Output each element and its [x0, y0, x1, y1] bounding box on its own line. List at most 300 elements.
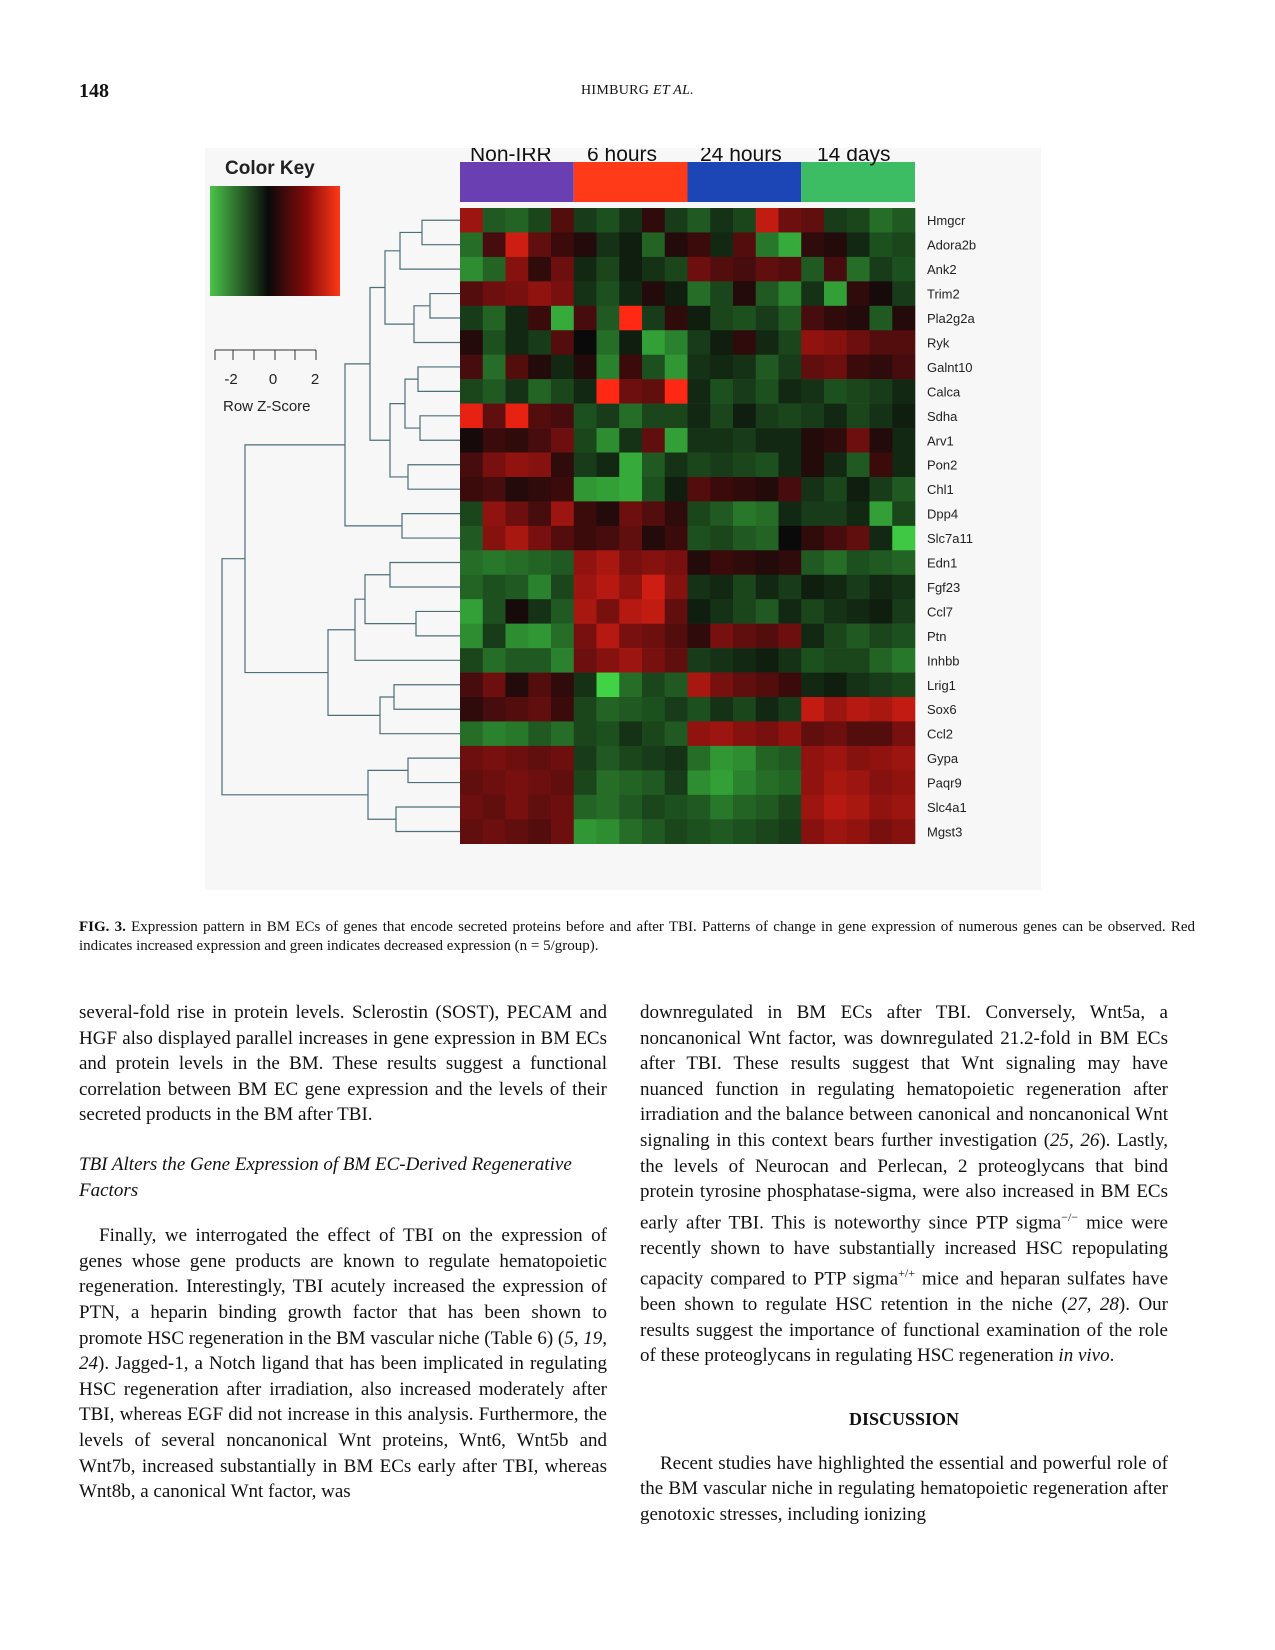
heatmap-cell [733, 355, 756, 380]
color-key-gradient [210, 186, 340, 296]
column-group-bars [460, 148, 915, 202]
heatmap-cell [483, 257, 506, 282]
heatmap-cell [870, 208, 893, 233]
heatmap-cell [801, 673, 824, 698]
heatmap-cell [619, 330, 642, 355]
heatmap-cell [483, 795, 506, 820]
heatmap-cell [870, 575, 893, 600]
heatmap-cell [710, 281, 733, 306]
heatmap-cell [801, 281, 824, 306]
heatmap-cell [688, 795, 711, 820]
heatmap-cell [506, 404, 529, 429]
heatmap-cell [597, 257, 620, 282]
heatmap-cell [892, 575, 915, 600]
heatmap-cell [642, 208, 665, 233]
heatmap-cell [619, 501, 642, 526]
heatmap-cell [870, 501, 893, 526]
heatmap-cell [551, 232, 574, 257]
heatmap-cell [824, 232, 847, 257]
heatmap-cell [756, 648, 779, 673]
heatmap-cell [460, 795, 483, 820]
heatmap-cell [801, 770, 824, 795]
row-dendrogram [222, 220, 460, 831]
heatmap-cell [597, 795, 620, 820]
heatmap-cell [665, 770, 688, 795]
reference-citation: 27, 28 [1067, 1294, 1119, 1316]
heatmap-cell [460, 697, 483, 722]
heatmap-cell [801, 819, 824, 844]
heatmap-cell [574, 624, 597, 649]
heatmap-cell [688, 306, 711, 331]
heatmap-cell [824, 550, 847, 575]
paragraph [79, 1223, 607, 1505]
heatmap-cell [870, 526, 893, 551]
heatmap-cell [528, 330, 551, 355]
heatmap-cell [779, 746, 802, 771]
heatmap-cell [824, 355, 847, 380]
heatmap-cell [574, 501, 597, 526]
heatmap-cell [528, 819, 551, 844]
heatmap-cell [733, 697, 756, 722]
dendrogram-branch [328, 630, 380, 716]
heatmap-cell [801, 599, 824, 624]
heatmap-cell [551, 330, 574, 355]
heatmap-cell [642, 575, 665, 600]
heatmap-cell [551, 281, 574, 306]
heatmap-cell [642, 648, 665, 673]
heatmap-cell [551, 624, 574, 649]
heatmap-cell [528, 501, 551, 526]
gene-label: Ryk [927, 335, 950, 351]
heatmap-cell [756, 306, 779, 331]
heatmap-cell [779, 453, 802, 478]
heatmap-cell [847, 404, 870, 429]
heatmap-cell [528, 526, 551, 551]
heatmap-cell [870, 746, 893, 771]
heatmap-cell [574, 819, 597, 844]
heatmap-cell [460, 306, 483, 331]
heatmap-cell [779, 599, 802, 624]
heatmap-cell [870, 697, 893, 722]
heatmap-cell [483, 575, 506, 600]
heatmap-cell [824, 208, 847, 233]
gene-label: Pla2g2a [927, 311, 975, 327]
heatmap-cell [710, 501, 733, 526]
gene-label: Ank2 [927, 262, 957, 278]
dendrogram-branch [370, 287, 390, 440]
heatmap-cell [779, 770, 802, 795]
heatmap-cell [779, 673, 802, 698]
superscript: −/− [1061, 1209, 1079, 1224]
heatmap-cell [801, 306, 824, 331]
heatmap-cell [892, 208, 915, 233]
color-key-tick-label: -2 [224, 371, 238, 388]
heatmap-cell [756, 355, 779, 380]
heatmap-cell [710, 404, 733, 429]
heatmap-cell [551, 550, 574, 575]
heatmap-cell [779, 281, 802, 306]
gene-label: Ccl7 [927, 604, 954, 620]
heatmap-cell [460, 428, 483, 453]
heatmap-cell [665, 477, 688, 502]
text-run: mice were recently shown to have substantially increased HSC repopulating capacity compared to PTP sigma [640, 1212, 1168, 1290]
heatmap-cell [642, 477, 665, 502]
heatmap-cell [642, 819, 665, 844]
heatmap-cell [756, 721, 779, 746]
heatmap-cell [483, 746, 506, 771]
heatmap-cell [483, 550, 506, 575]
heatmap-cell [665, 428, 688, 453]
heatmap-cell [665, 208, 688, 233]
heatmap-cell [824, 379, 847, 404]
heatmap-cell [528, 355, 551, 380]
dendrogram-branch [368, 770, 408, 819]
heatmap-cell [574, 550, 597, 575]
heatmap-cell [619, 575, 642, 600]
heatmap-cell [528, 746, 551, 771]
heatmap-cell [551, 819, 574, 844]
heatmap-cell [733, 819, 756, 844]
heatmap-cell [801, 575, 824, 600]
heatmap-cell [597, 281, 620, 306]
heatmap-cell [483, 526, 506, 551]
text-run: downregulated in BM ECs after TBI. Conversely, Wnt5a, a noncanonical Wnt factor, was downregulated 21.2-fold in BM ECs after TBI. These results suggest that Wnt signaling may have nuanced function in regulating hematopoietic regeneration after irradiation and the balance between canonical and noncanonical Wnt signaling in this context bears further investigation ( [640, 1002, 1168, 1151]
heatmap-cell [801, 721, 824, 746]
heatmap-cell [892, 306, 915, 331]
heatmap-cell [642, 795, 665, 820]
heatmap-cell [733, 550, 756, 575]
heatmap-cell [597, 355, 620, 380]
heatmap-cell [688, 232, 711, 257]
heatmap-cell [665, 404, 688, 429]
heatmap-cell [642, 697, 665, 722]
heatmap-cell [642, 746, 665, 771]
heatmap-cell [528, 281, 551, 306]
heatmap-cell [801, 404, 824, 429]
heatmap-cell [801, 795, 824, 820]
dendrogram-branch [416, 611, 460, 635]
heatmap-cell [710, 477, 733, 502]
heatmap-cell [847, 428, 870, 453]
heatmap-cell [460, 477, 483, 502]
heatmap-cell [551, 721, 574, 746]
heatmap-cell [892, 232, 915, 257]
heatmap-cell [506, 306, 529, 331]
heatmap-cell [847, 379, 870, 404]
heatmap-cell [460, 575, 483, 600]
column-group-bar [460, 162, 574, 202]
heatmap-cell [847, 355, 870, 380]
heatmap-cell [870, 477, 893, 502]
heatmap-cell [528, 257, 551, 282]
text-run: . [1109, 1345, 1115, 1367]
section-subheading: TBI Alters the Gene Expression of BM EC-Derived Regenerative Factors [79, 1153, 572, 1201]
heatmap-cell [824, 624, 847, 649]
heatmap-cell [597, 526, 620, 551]
heatmap-cell [619, 257, 642, 282]
heatmap-cell [528, 379, 551, 404]
heatmap-cell [483, 453, 506, 478]
heatmap-cell [597, 306, 620, 331]
heatmap-cell [801, 379, 824, 404]
heatmap-cell [688, 746, 711, 771]
heatmap-cell [688, 697, 711, 722]
heatmap-cell [733, 404, 756, 429]
heatmap-cell [506, 330, 529, 355]
heatmap-cell [460, 257, 483, 282]
heatmap-cell [483, 819, 506, 844]
heatmap-cell [801, 624, 824, 649]
heatmap-cell [619, 355, 642, 380]
heatmap-cell [779, 330, 802, 355]
heatmap-cell [870, 648, 893, 673]
heatmap-cell [506, 697, 529, 722]
heatmap-cell [574, 404, 597, 429]
heatmap-cell [847, 306, 870, 331]
dendrogram-branch [400, 232, 460, 269]
heatmap-cell [824, 673, 847, 698]
heatmap-cell [597, 770, 620, 795]
heatmap-cell [483, 501, 506, 526]
heatmap-cell [892, 281, 915, 306]
column-group-bar [688, 162, 802, 202]
text-run: ). Jagged-1, a Notch ligand that has been implicated in regulating HSC regeneration after irradiation, also increased moderately after TBI, whereas EGF did not increase in this analysis. Furthermore, the levels of several noncanonical Wnt proteins, Wnt6, Wnt5b and Wnt7b, increased substantially in BM ECs early after TBI, whereas Wnt8b, a canonical Wnt factor, was [79, 1353, 607, 1503]
gene-label: Chl1 [927, 482, 954, 498]
gene-label: Mgst3 [927, 824, 963, 840]
heatmap-cell [483, 306, 506, 331]
heatmap-cell [483, 624, 506, 649]
heatmap-cell [665, 550, 688, 575]
heatmap-cell [710, 624, 733, 649]
heatmap-cell [688, 501, 711, 526]
heatmap-cell [756, 232, 779, 257]
heatmap-cell [824, 697, 847, 722]
heatmap-cell [506, 575, 529, 600]
gene-label: Sdha [927, 408, 958, 424]
heatmap-cell [597, 404, 620, 429]
heatmap-cell [847, 453, 870, 478]
heatmap-cell [688, 281, 711, 306]
heatmap-cell [710, 306, 733, 331]
dendrogram-branch [390, 563, 460, 587]
heatmap-cell [756, 208, 779, 233]
heatmap-cell [574, 746, 597, 771]
heatmap-cell [483, 770, 506, 795]
heatmap-cell [847, 819, 870, 844]
heatmap-cell [506, 355, 529, 380]
heatmap-cell [483, 697, 506, 722]
heatmap-cell [847, 746, 870, 771]
heatmap-cell [688, 648, 711, 673]
heatmap-cell [688, 428, 711, 453]
heatmap-cell [892, 624, 915, 649]
heatmap-cell [870, 404, 893, 429]
heatmap-cell [528, 404, 551, 429]
heatmap-cell [801, 232, 824, 257]
heatmap-cell [733, 330, 756, 355]
heatmap-cell [710, 428, 733, 453]
heatmap-cell [688, 355, 711, 380]
color-key-ticks [215, 350, 319, 388]
heatmap-cell [619, 477, 642, 502]
heatmap-cell [483, 721, 506, 746]
heatmap-cell [642, 453, 665, 478]
heatmap-cell [528, 673, 551, 698]
heatmap-cell [665, 599, 688, 624]
heatmap-cell [665, 306, 688, 331]
heatmap-cell [528, 208, 551, 233]
heatmap-cell [551, 575, 574, 600]
heatmap-cell [574, 428, 597, 453]
heatmap-cell [801, 477, 824, 502]
gene-label: Adora2b [927, 237, 977, 253]
heatmap-cell [688, 526, 711, 551]
heatmap-cell [756, 819, 779, 844]
heatmap-cell [460, 599, 483, 624]
gene-label: Lrig1 [927, 677, 956, 693]
heatmap-cell [665, 795, 688, 820]
heatmap-cell [847, 795, 870, 820]
heatmap-cell [528, 550, 551, 575]
heatmap-cell [710, 330, 733, 355]
heatmap-cell [642, 379, 665, 404]
heatmap-cell [824, 257, 847, 282]
heatmap-cell [528, 721, 551, 746]
heatmap-cell [551, 355, 574, 380]
running-head-etal: ET AL. [653, 83, 694, 98]
heatmap-cell [665, 673, 688, 698]
heatmap-cell [779, 819, 802, 844]
paragraph: Recent studies have highlighted the essential and powerful role of the BM vascular niche in regulating hematopoietic regeneration after genotoxic stresses, including ionizing [640, 1452, 1168, 1525]
heatmap-cell [710, 648, 733, 673]
heatmap-cell [506, 795, 529, 820]
heatmap-cell [710, 673, 733, 698]
heatmap-cell [665, 819, 688, 844]
heatmap-cell [801, 648, 824, 673]
heatmap-cell [756, 697, 779, 722]
heatmap-cell [460, 770, 483, 795]
heatmap-cell [642, 599, 665, 624]
heatmap-cell [688, 673, 711, 698]
heatmap-cell [506, 257, 529, 282]
dendrogram-branch [396, 807, 460, 831]
gene-label: Trim2 [927, 286, 960, 302]
heatmap-cell [779, 428, 802, 453]
heatmap-cell [756, 379, 779, 404]
heatmap-cell [824, 477, 847, 502]
heatmap-cell [847, 624, 870, 649]
heatmap-cell [801, 208, 824, 233]
heatmap-cell [642, 624, 665, 649]
heatmap-cell [574, 330, 597, 355]
paragraph: several-fold rise in protein levels. Sclerostin (SOST), PECAM and HGF also displayed parallel increases in gene expression in BM ECs and protein levels in the BM. These results suggest a functional correlation between BM EC gene expression and the levels of their secreted products in the BM after TBI. [79, 1002, 607, 1126]
heatmap-cell [483, 281, 506, 306]
superscript: +/+ [898, 1266, 915, 1281]
heatmap-cell [779, 697, 802, 722]
heatmap-cell [870, 428, 893, 453]
heatmap-cell [688, 208, 711, 233]
heatmap-cell [597, 673, 620, 698]
heatmap-cell [597, 550, 620, 575]
heatmap-cell [756, 550, 779, 575]
dendrogram-branch [394, 685, 460, 709]
dendrogram-branch [402, 514, 460, 538]
dendrogram-branch [380, 697, 460, 734]
heatmap-cell [688, 721, 711, 746]
heatmap-cell [733, 795, 756, 820]
heatmap-cell [710, 746, 733, 771]
heatmap-cell [483, 428, 506, 453]
heatmap-cell [574, 526, 597, 551]
heatmap-cell [847, 575, 870, 600]
column-group-bar [801, 162, 915, 202]
heatmap-cell [619, 428, 642, 453]
heatmap-cell [710, 599, 733, 624]
heatmap-cell [528, 306, 551, 331]
heatmap-cell [619, 599, 642, 624]
heatmap-cell [642, 355, 665, 380]
heatmap-cell [574, 453, 597, 478]
heatmap-cell [824, 648, 847, 673]
heatmap-cell [801, 355, 824, 380]
heatmap-cell [574, 599, 597, 624]
heatmap-cell [847, 257, 870, 282]
heatmap-cell [528, 575, 551, 600]
text-run: ). Lastly, the levels of Neurocan and Perlecan, 2 proteoglycans that bind protein tyrosine phosphatase-sigma, were also increased in BM ECs early after TBI. This is noteworthy since PTP sigma [640, 1129, 1168, 1234]
heatmap-cell [483, 404, 506, 429]
heatmap-cell [779, 575, 802, 600]
heatmap-cell [483, 599, 506, 624]
heatmap-cell [619, 746, 642, 771]
heatmap-cell [551, 453, 574, 478]
heatmap-cell [460, 746, 483, 771]
heatmap-cell [642, 330, 665, 355]
heatmap-cell [779, 306, 802, 331]
heatmap-cell [847, 208, 870, 233]
heatmap-cell [551, 306, 574, 331]
heatmap-cell [847, 330, 870, 355]
heatmap-cell [460, 648, 483, 673]
heatmap-cell [642, 673, 665, 698]
heatmap-cell [528, 624, 551, 649]
page-number: 148 [79, 80, 109, 102]
heatmap-cell [710, 697, 733, 722]
heatmap-cell [870, 550, 893, 575]
text-run: Finally, we interrogated the effect of TBI on the expression of genes whose gene products are known to regulate hematopoietic regeneration. Interestingly, TBI acutely increased the expression of PTN, a heparin binding growth factor that has been shown to promote HSC regeneration in the BM vascular niche (Table 6) ( [79, 1225, 607, 1349]
heatmap-cell [847, 673, 870, 698]
heatmap-cell [619, 526, 642, 551]
heatmap-cell [460, 404, 483, 429]
heatmap-cell [574, 306, 597, 331]
heatmap-cell [460, 355, 483, 380]
heatmap-cell [597, 599, 620, 624]
heatmap-cell [847, 599, 870, 624]
heatmap-cell [733, 281, 756, 306]
figure-heatmap [205, 148, 1041, 890]
heatmap-cell [847, 697, 870, 722]
heatmap-cell [619, 819, 642, 844]
heatmap-cell [756, 330, 779, 355]
heatmap-cell [483, 232, 506, 257]
heatmap-cell [688, 453, 711, 478]
heatmap-cell [528, 770, 551, 795]
body-column-right [640, 1000, 1168, 1527]
heatmap-cell [506, 770, 529, 795]
heatmap-cell [892, 330, 915, 355]
heatmap-cell [892, 550, 915, 575]
gene-label: Fgf23 [927, 579, 961, 595]
heatmap-cell [483, 477, 506, 502]
